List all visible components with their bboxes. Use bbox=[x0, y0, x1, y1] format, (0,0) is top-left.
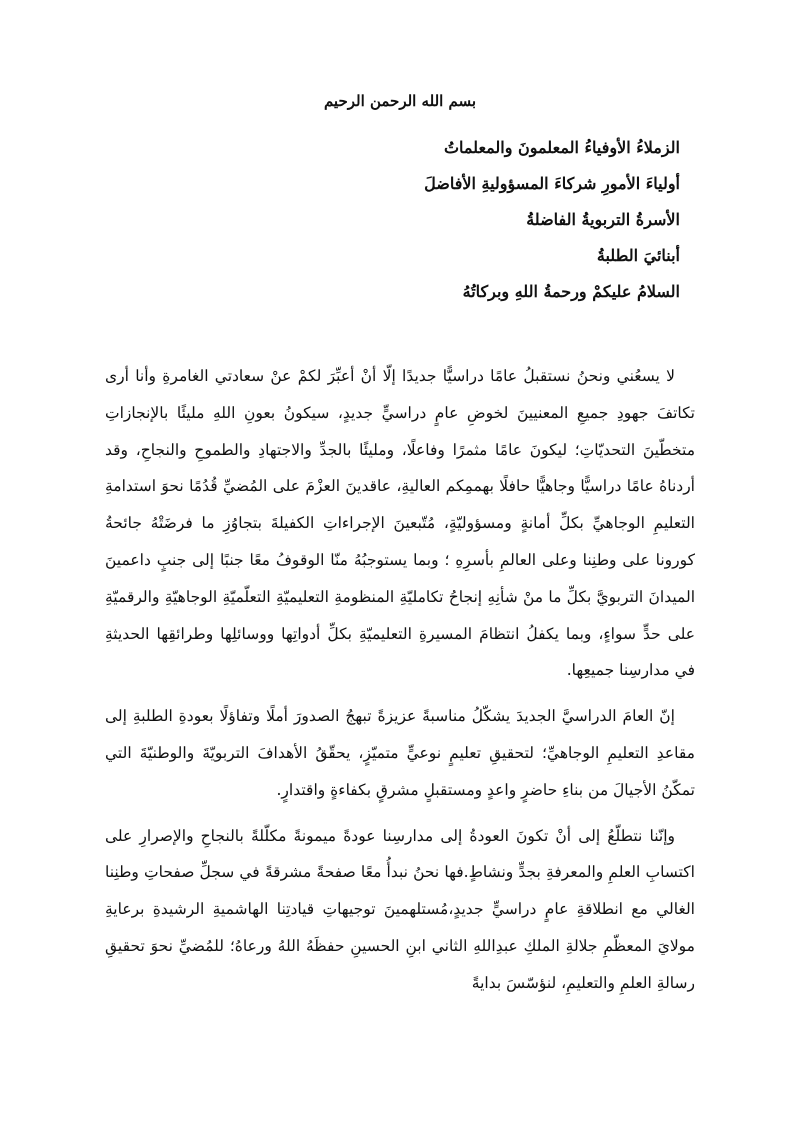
body-paragraph: لا يسعُني ونحنُ نستقبلُ عامًا دراسيًّا جديدًا إلّا أنْ أعبِّرَ لكمْ عنْ سعادتي الغامرةِ وأنا أرى تكاتفَ جهودِ جميعِ المعنيينَ لخوضِ عامٍ دراسيٍّ جديدٍ، سيكونُ بعونِ اللهِ مليئًا بالإنجازاتِ متخطّينَ التحديّاتِ؛ ليكونَ عامًا مثمرًا وفاعلًا، ومليئًا بالجدِّ والاجتهادِ والطموحِ والنجاحِ، وقد أردناهُ عامًا دراسيًّا وجاهيًّا حافلًا بهممِكم العاليةِ، عاقدينَ العزْمَ على المُضيِّ قُدُمًا نحوَ استدامةِ التعليمِ الوجاهيِّ بكلِّ أمانةٍ ومسؤوليّةٍ، مُتّبعينَ الإجراءاتِ الكفيلةَ بتجاوُزِ ما فرضَتْهُ جائحةُ كورونا على وطنِنا وعلى العالمِ بأسرِهِ ؛ وبما يستوجبُهُ منّا الوقوفُ معًا جنبًا إلى جنبٍ داعمينَ الميدانَ التربويَّ بكلِّ ما منْ شأنِهِ إنجاحُ تكامليّةِ المنظومةِ التعليميّةِ التعلّميّةِ الوجاهيّةِ والرقميّةِ على حدٍّ سواءٍ، وبما يكفلُ انتظامَ المسيرةِ التعليميّةِ بكلِّ أدواتِها ووسائلِها وطرائقِها الحديثةِ في مدارسِنا جميعِها. bbox=[105, 367, 695, 680]
salutation-line: أولياءَ الأمورِ شركاءَ المسؤوليةِ الأفاضلَ bbox=[424, 174, 680, 193]
salutation-line: الأسرةُ التربويةُ الفاضلةُ bbox=[526, 210, 680, 229]
basmala-heading: بسم الله الرحمن الرحيم bbox=[323, 92, 477, 110]
salutation-line: السلامُ عليكمْ ورحمةُ اللهِ وبركاتُهُ bbox=[462, 282, 680, 301]
salutation-line: أبنائيَ الطلبةُ bbox=[596, 246, 680, 265]
body-paragraph: وإنّنا نتطلّعُ إلى أنْ تكونَ العودةُ إلى مدارسِنا عودةً ميمونةً مكلّلةً بالنجاحِ والإصرارِ على اكتسابِ العلمِ والمعرفةِ بجدٍّ ونشاطٍ.فها نحنُ نبدأُ معًا صفحةً مشرقةً في سجلِّ صفحاتِ وطنِنا الغالي مع انطلاقةِ عامٍ دراسيٍّ جديدٍ،مُستلهمينَ توجيهاتِ قيادتِنا الهاشميةِ الرشيدةِ برعايةِ مولايَ المعظّمِ جلالةِ الملكِ عبدِاللهِ الثاني ابنِ الحسينِ حفظَهُ اللهُ ورعاهُ؛ للمُضيِّ نحوَ تحقيقِ رسالةِ العلمِ والتعليمِ، لنؤسّسَ بدايةً bbox=[105, 826, 695, 992]
salutation-line: الزملاءُ الأوفياءُ المعلمونَ والمعلماتُ bbox=[443, 138, 680, 157]
letter-body bbox=[105, 358, 695, 1002]
body-paragraph: إنّ العامَ الدراسيَّ الجديدَ يشكّلُ مناسبةً عزيزةً تبهجُ الصدورَ أملًا وتفاؤلًا بعودةِ الطلبةِ إلى مقاعدِ التعليمِ الوجاهيِّ؛ لتحقيقِ تعليمٍ نوعيٍّ متميّزٍ، يحقّقُ الأهدافَ التربويّةَ والوطنيّةَ التي تمكّنُ الأجيالَ من بناءِ حاضرٍ واعدٍ ومستقبلٍ مشرقٍ بكفاءةٍ واقتدارٍ. bbox=[105, 707, 695, 799]
salutation-list bbox=[160, 130, 680, 310]
